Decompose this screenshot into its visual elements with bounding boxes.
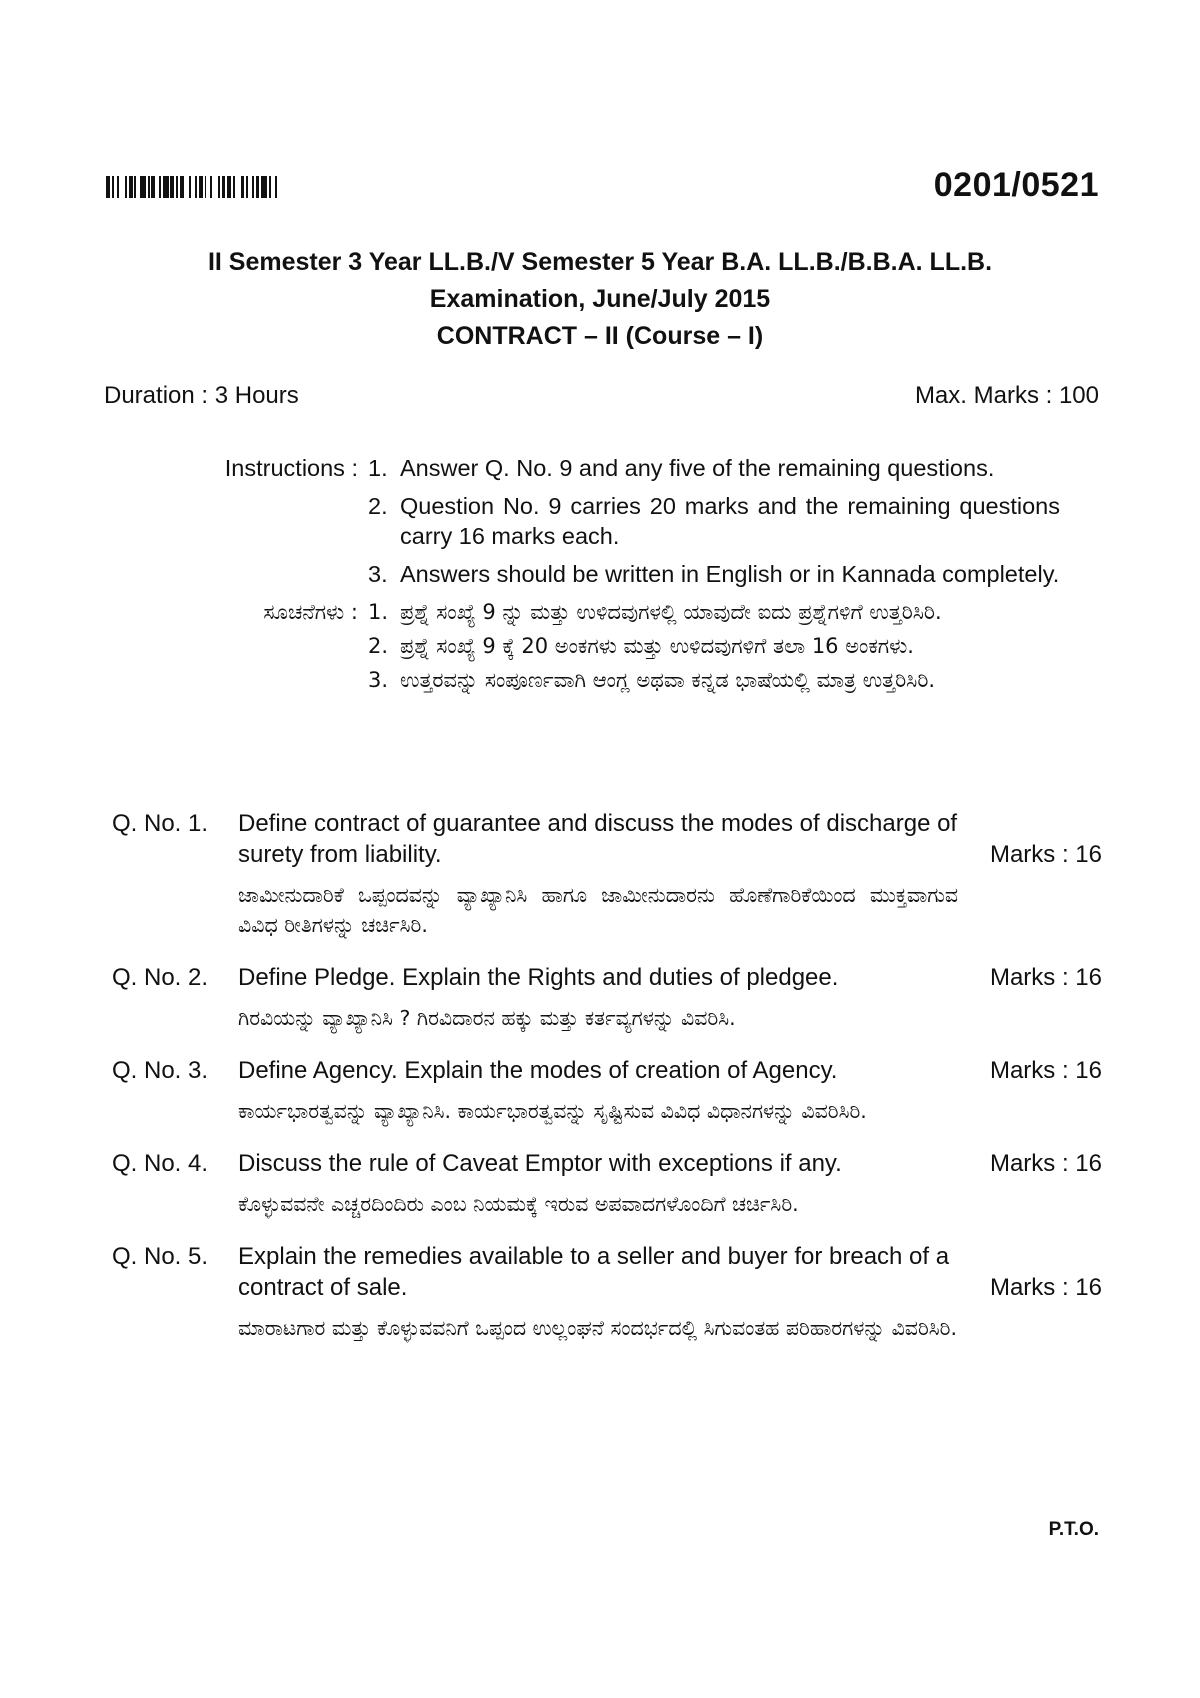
instruction-text: Answer Q. No. 9 and any five of the remaining questions. xyxy=(400,455,995,481)
question-number: Q. No. 5. xyxy=(112,1243,209,1270)
question-text: Define contract of guarantee and discuss the modes of discharge of surety from liability. xyxy=(238,810,958,868)
question-number: Q. No. 3. xyxy=(112,1057,209,1084)
kannada-instructions-label: ಸೂಚನೆಗಳು : xyxy=(263,600,358,624)
kannada-instruction-item xyxy=(180,631,1060,661)
question xyxy=(112,1241,1102,1343)
instruction-number: 3. xyxy=(368,561,388,587)
question-number: Q. No. 1. xyxy=(112,810,209,837)
title-line-3: CONTRACT – II (Course – I) xyxy=(436,322,764,350)
instruction-number: 2. xyxy=(368,634,389,658)
barcode-gap xyxy=(277,176,281,198)
question xyxy=(112,1055,1102,1126)
kannada-instruction-text: ಪ್ರಶ್ನೆ ಸಂಖ್ಯೆ 9 ನ್ನು ಮತ್ತು ಉಳಿದವುಗಳಲ್ಲಿ ಯಾವುದೇ ಐದು ಪ್ರಶ್ನೆಗಳಿಗೆ ಉತ್ತರಿಸಿರಿ. xyxy=(400,600,942,624)
kannada-instruction-text: ಉತ್ತರವನ್ನು ಸಂಪೂರ್ಣವಾಗಿ ಆಂಗ್ಲ ಅಥವಾ ಕನ್ನಡ ಭಾಷೆಯಲ್ಲಿ ಮಾತ್ರ ಉತ್ತರಿಸಿರಿ. xyxy=(400,668,936,692)
question-kannada: ಕಾರ್ಯಭಾರತ್ವವನ್ನು ವ್ಯಾಖ್ಯಾನಿಸಿ. ಕಾರ್ಯಭಾರತ್ವವನ್ನು ಸೃಷ್ಟಿಸುವ ವಿವಿಧ ವಿಧಾನಗಳನ್ನು ವಿವರಿಸಿರಿ. xyxy=(238,1099,867,1123)
pto-label: P.T.O. xyxy=(1048,1519,1099,1540)
question-kannada: ಜಾಮೀನುದಾರಿಕೆ ಒಪ್ಪಂದವನ್ನು ವ್ಯಾಖ್ಯಾನಿಸಿ ಹಾಗೂ ಜಾಮೀನುದಾರನು ಹೊಣೆಗಾರಿಕೆಯಿಂದ ಮುಕ್ತವಾಗುವ ವಿವಿಧ ರೀತಿಗಳನ್ನು ಚರ್ಚಿಸಿರಿ. xyxy=(238,883,958,937)
kannada-instruction-item xyxy=(180,665,1060,695)
exam-title xyxy=(0,244,1200,355)
question-marks: Marks : 16 xyxy=(989,841,1102,868)
question xyxy=(112,1148,1102,1219)
paper-code: 0201/0521 xyxy=(933,166,1099,204)
question-kannada: ಕೊಳ್ಳುವವನೇ ಎಚ್ಚರದಿಂದಿರು ಎಂಬ ನಿಯಮಕ್ಕೆ ಇರುವ ಅಪವಾದಗಳೊಂದಿಗೆ ಚರ್ಚಿಸಿರಿ. xyxy=(238,1192,799,1216)
question-text: Define Pledge. Explain the Rights and duties of pledgee. xyxy=(238,964,839,991)
instruction-text: Answers should be written in English or in Kannada completely. xyxy=(400,561,1060,587)
question-marks: Marks : 16 xyxy=(989,1150,1102,1177)
barcode xyxy=(106,176,330,198)
question-number: Q. No. 2. xyxy=(112,964,209,991)
instructions-label: Instructions : xyxy=(224,455,358,481)
question xyxy=(112,808,1102,940)
instruction-text: Question No. 9 carries 20 marks and the remaining questions carry 16 marks each. xyxy=(400,493,1060,549)
question-kannada: ಗಿರವಿಯನ್ನು ವ್ಯಾಖ್ಯಾನಿಸಿ ? ಗಿರವಿದಾರನ ಹಕ್ಕು ಮತ್ತು ಕರ್ತವ್ಯಗಳನ್ನು ವಿವರಿಸಿ. xyxy=(238,1006,736,1030)
question-marks: Marks : 16 xyxy=(989,964,1102,991)
instruction-number: 1. xyxy=(368,455,388,481)
question-text: Explain the remedies available to a seller and buyer for breach of a contract of sale. xyxy=(238,1243,950,1301)
instruction-item xyxy=(180,491,1060,551)
kannada-instruction-item xyxy=(180,597,1060,627)
question xyxy=(112,962,1102,1033)
question-number: Q. No. 4. xyxy=(112,1150,209,1177)
question-marks: Marks : 16 xyxy=(989,1057,1102,1084)
question-marks: Marks : 16 xyxy=(989,1274,1102,1301)
instruction-item xyxy=(180,559,1060,589)
kannada-instruction-text: ಪ್ರಶ್ನೆ ಸಂಖ್ಯೆ 9 ಕ್ಕೆ 20 ಅಂಕಗಳು ಮತ್ತು ಉಳಿದವುಗಳಿಗೆ ತಲಾ 16 ಅಂಕಗಳು. xyxy=(400,634,914,658)
max-marks: Max. Marks : 100 xyxy=(914,382,1099,409)
exam-meta xyxy=(104,382,1099,410)
title-line-2: Examination, June/July 2015 xyxy=(429,285,771,313)
duration: Duration : 3 Hours xyxy=(104,382,299,409)
questions-list xyxy=(112,808,1102,1365)
instruction-number: 3. xyxy=(368,668,389,692)
instructions-block xyxy=(180,453,1060,699)
question-text: Discuss the rule of Caveat Emptor with exceptions if any. xyxy=(238,1150,842,1177)
instruction-number: 1. xyxy=(368,600,389,624)
instruction-number: 2. xyxy=(368,493,388,519)
instruction-item xyxy=(180,453,1060,483)
question-kannada: ಮಾರಾಟಗಾರ ಮತ್ತು ಕೊಳ್ಳುವವನಿಗೆ ಒಪ್ಪಂದ ಉಲ್ಲಂಘನೆ ಸಂದರ್ಭದಲ್ಲಿ ಸಿಗುವಂತಹ ಪರಿಹಾರಗಳನ್ನು ವಿವರಿಸಿರಿ. xyxy=(238,1316,958,1340)
question-text: Define Agency. Explain the modes of creation of Agency. xyxy=(238,1057,838,1084)
title-line-1: II Semester 3 Year LL.B./V Semester 5 Year B.A. LL.B./B.B.A. LL.B. xyxy=(207,248,993,276)
